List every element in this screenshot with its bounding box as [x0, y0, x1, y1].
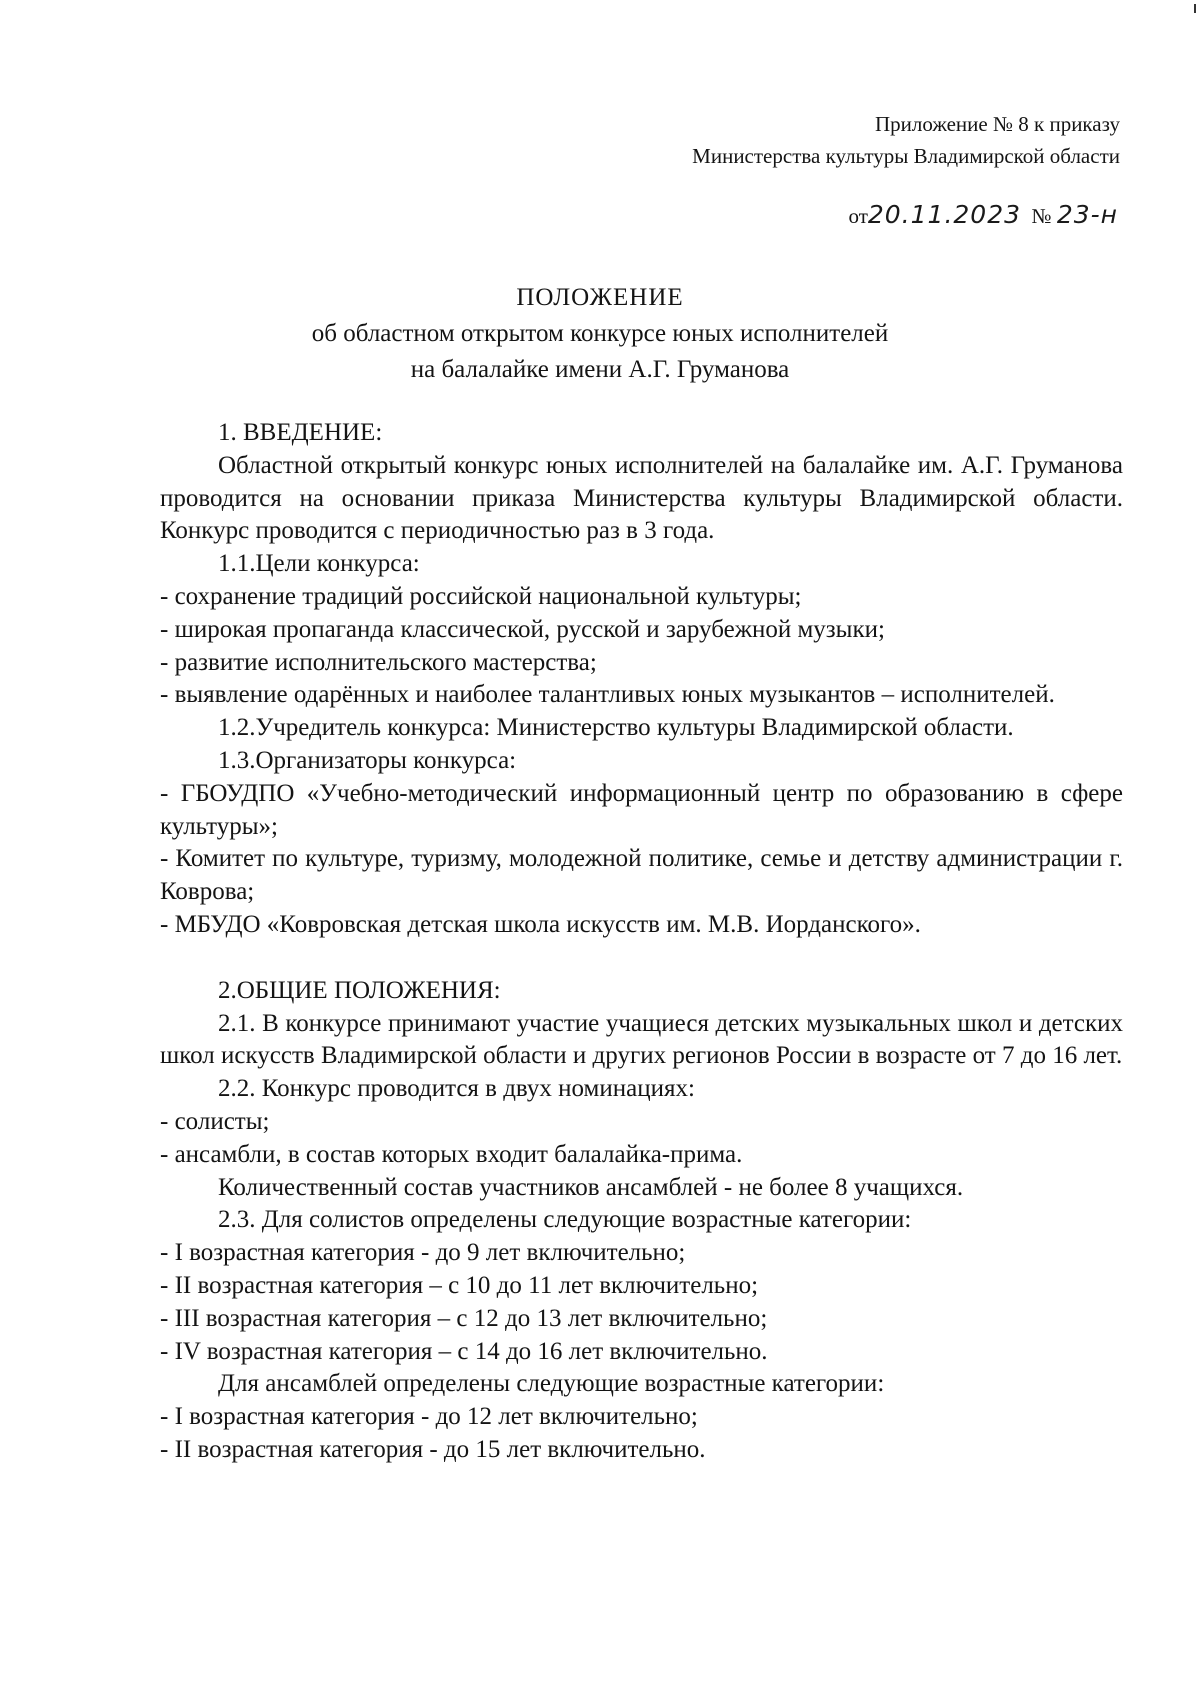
soloist-categories-heading: 2.3. Для солистов определены следующие возрастные категории: [218, 1206, 912, 1234]
section-1-intro: Областной открытый конкурс юных исполнителей на балалайке им. А.Г. Груманова проводится на основании приказа Министерства культуры Владимирской области. Конкурс проводится с периодичностью раз в 3 года. [160, 451, 1123, 545]
goals-heading: 1.1.Цели конкурса: [218, 550, 420, 578]
organizer-item: - МБУДО «Ковровская детская школа искусств им. М.В. Иорданского». [160, 910, 921, 938]
title-subtitle-2: на балалайке имени А.Г. Груманова [410, 356, 790, 383]
number-prefix: № [1031, 204, 1052, 228]
appendix-header [560, 108, 1120, 172]
participants-paragraph: 2.1. В конкурсе принимают участие учащиеся детских музыкальных школ и детских школ искусств Владимирской области и других регионов России в возрасте от 7 до 16 лет. [160, 1009, 1123, 1070]
nomination-item: - ансамбли, в состав которых входит балалайка-прима. [160, 1140, 743, 1168]
appendix-line-1: Приложение № 8 к приказу [875, 112, 1120, 136]
date-prefix: от [848, 204, 868, 228]
order-reference [848, 200, 1118, 229]
section-1-heading: 1. ВВЕДЕНИЕ: [218, 419, 383, 446]
goal-item: - широкая пропаганда классической, русской и зарубежной музыки; [160, 615, 885, 643]
soloist-category-item: - III возрастная категория – с 12 до 13 лет включительно; [160, 1304, 768, 1332]
ensemble-categories-heading: Для ансамблей определены следующие возрастные категории: [218, 1370, 885, 1398]
handwritten-date: 20.11.2023 [867, 200, 1022, 229]
title-subtitle-1: об областном открытом конкурсе юных исполнителей [311, 320, 889, 347]
organizer-item: - Комитет по культуре, туризму, молодежной политике, семье и детству администрации г. Коврова; [160, 845, 1123, 906]
organizers-heading: 1.3.Организаторы конкурса: [218, 746, 517, 774]
soloist-category-item: - I возрастная категория - до 9 лет включительно; [160, 1239, 686, 1267]
goal-item: - выявление одарённых и наиболее талантливых юных музыкантов – исполнителей. [160, 681, 1055, 709]
ensemble-category-item: - II возрастная категория - до 15 лет включительно. [160, 1435, 706, 1463]
ensemble-category-item: - I возрастная категория - до 12 лет включительно; [160, 1403, 698, 1431]
soloist-category-item: - II возрастная категория – с 10 до 11 лет включительно; [160, 1271, 759, 1299]
nominations-heading: 2.2. Конкурс проводится в двух номинациях: [218, 1075, 695, 1103]
organizer-item: - ГБОУДПО «Учебно-методический информационный центр по образованию в сфере культуры»; [160, 779, 1123, 840]
goal-item: - развитие исполнительского мастерства; [160, 648, 597, 676]
scan-edge-mark [1194, 4, 1196, 13]
section-spacer [160, 942, 1123, 975]
section-2-heading: 2.ОБЩИЕ ПОЛОЖЕНИЯ: [218, 976, 501, 1004]
founder-paragraph: 1.2.Учредитель конкурса: Министерство культуры Владимирской области. [218, 714, 1014, 742]
title-main: ПОЛОЖЕНИЕ [516, 284, 684, 311]
goal-item: - сохранение традиций российской национальной культуры; [160, 582, 802, 610]
appendix-line-2: Министерства культуры Владимирской области [692, 144, 1120, 168]
document-title [160, 280, 1040, 388]
ensemble-size-paragraph: Количественный состав участников ансамблей - не более 8 учащихся. [218, 1173, 964, 1201]
nomination-item: - солисты; [160, 1107, 270, 1135]
soloist-category-item: - IV возрастная категория – с 14 до 16 лет включительно. [160, 1337, 768, 1365]
document-body [160, 417, 1123, 1467]
handwritten-number: 23-н [1056, 200, 1118, 229]
